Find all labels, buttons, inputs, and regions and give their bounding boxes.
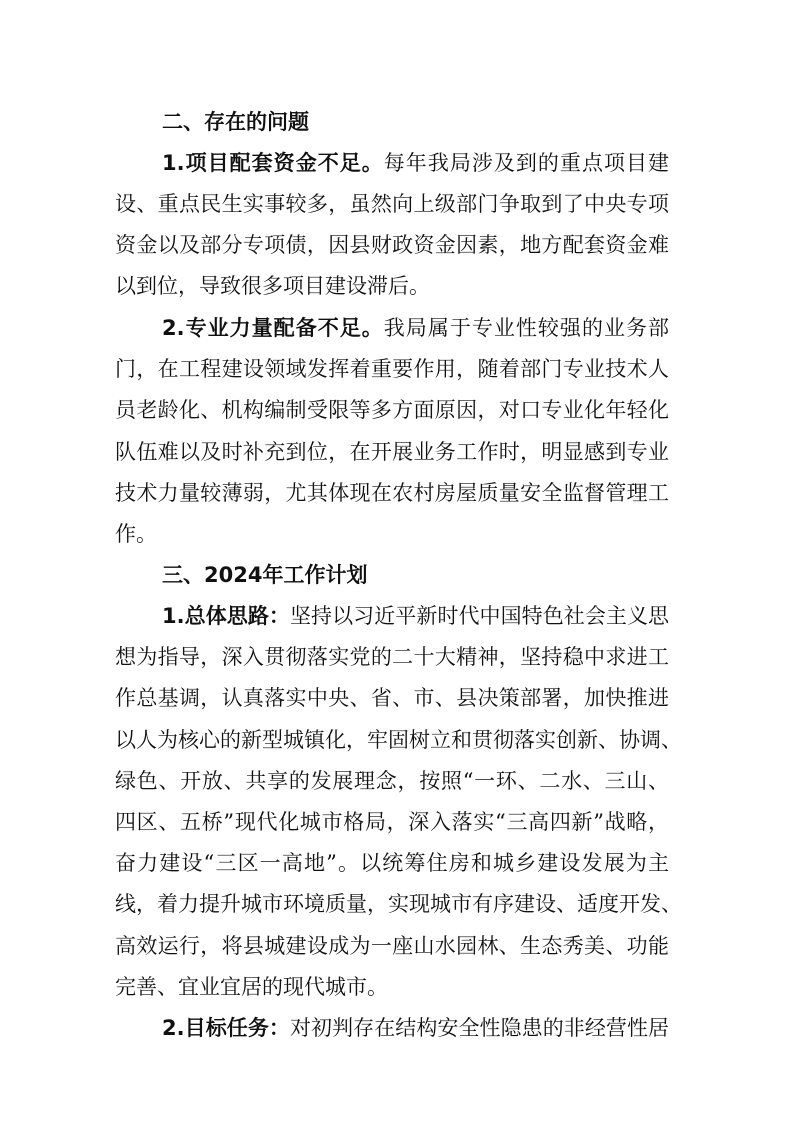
paragraph-line: 作。	[115, 522, 157, 546]
item-lead: 1.总体思路：	[162, 604, 290, 628]
paragraph-line: 1.项目配套资金不足。每年我局涉及到的重点项目建	[162, 151, 670, 175]
item-lead: 1.项目配套资金不足。	[162, 151, 384, 175]
item-lead: 2.目标任务：	[162, 1016, 290, 1040]
paragraph-line: 队伍难以及时补充到位，在开展业务工作时，明显感到专业	[115, 440, 669, 464]
paragraph-line: 四区、五桥”现代化城市格局，深入落实“三高四新”战略，	[115, 810, 669, 834]
paragraph-line: 资金以及部分专项债，因县财政资金因素，地方配套资金难	[115, 233, 669, 257]
paragraph-line: 线，着力提升城市环境质量，实现城市有序建设、适度开发、	[115, 892, 682, 916]
paragraph-line: 以到位，导致很多项目建设滞后。	[115, 274, 430, 298]
paragraph-line: 高效运行，将县城建设成为一座山水园林、生态秀美、功能	[115, 934, 669, 958]
paragraph-line: 设、重点民生实事较多，虽然向上级部门争取到了中央专项	[115, 192, 669, 216]
paragraph-line: 门，在工程建设领域发挥着重要作用，随着部门专业技术人	[115, 357, 669, 381]
paragraph-line: 2.专业力量配备不足。我局属于专业性较强的业务部	[162, 316, 670, 340]
paragraph-line: 绿色、开放、共享的发展理念，按照“一环、二水、三山、	[115, 769, 669, 793]
section-3-heading: 三、2024年工作计划	[162, 563, 368, 587]
paragraph-line: 技术力量较薄弱，尤其体现在农村房屋质量安全监督管理工	[115, 481, 669, 505]
paragraph-line: 完善、宜业宜居的现代城市。	[115, 975, 388, 999]
section-2-heading: 二、存在的问题	[162, 110, 309, 134]
paragraph-line: 作总基调，认真落实中央、省、市、县决策部署，加快推进	[115, 686, 669, 710]
paragraph-line: 1.总体思路：坚持以习近平新时代中国特色社会主义思	[162, 604, 670, 628]
paragraph-line: 以人为核心的新型城镇化，牢固树立和贯彻落实创新、协调、	[115, 728, 682, 752]
paragraph-line: 奋力建设“三区一高地”。以统筹住房和城乡建设发展为主	[115, 851, 669, 875]
paragraph-line: 2.目标任务：对初判存在结构安全性隐患的非经营性居	[162, 1016, 670, 1040]
paragraph-line: 员老龄化、机构编制受限等多方面原因，对口专业化年轻化	[115, 398, 669, 422]
paragraph-line: 想为指导，深入贯彻落实党的二十大精神，坚持稳中求进工	[115, 645, 669, 669]
item-lead: 2.专业力量配备不足。	[162, 316, 384, 340]
